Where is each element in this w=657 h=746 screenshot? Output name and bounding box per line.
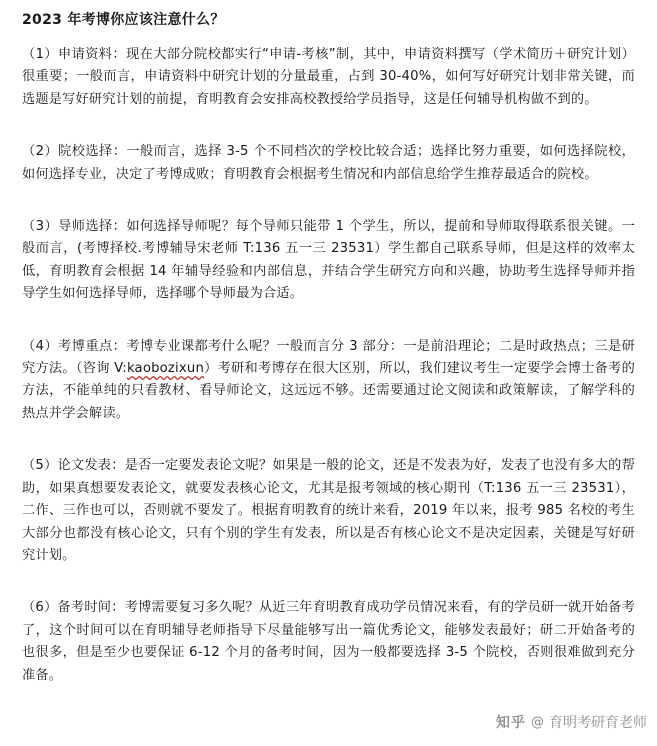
paragraph-text: （5）论文发表：是否一定要发表论文呢？如果是一般的论文，还是不发表为好，发表了也没有多大的帮助，如果真想要发表论文，就要发表核心论文，尤其是报考领域的核心期刊（T:136 五一三 23531），二作、三作也可以，否则就不要发了。根据育明教育的统计来看，2019 年以来，报考 985 名校的考生大部分也都没有核心论文，只有个别的学生有发表，所以是否有核心论文不是决定因素，关键是写好研究计划。 <box>22 458 635 563</box>
paragraph-p3 <box>22 216 635 306</box>
zhihu-watermark <box>496 712 647 732</box>
watermark-at-sign: @ <box>531 714 544 730</box>
paragraph-text: ）考研和考博存在很大区别，所以，我们建议考生一定要学会博士备考的方法，不能单纯的只看教材、看导师论文，这远远不够。还需要通过论文阅读和政策解读，了解学科的热点并学会解读。 <box>22 361 635 421</box>
paragraph-p6 <box>22 597 635 687</box>
document-title: 2023 年考博你应该注意什么？ <box>22 12 225 28</box>
watermark-author: 育明考研育老师 <box>549 715 647 731</box>
paragraph-text: （6）备考时间：考博需要复习多久呢？从近三年育明教育成功学员情况来看，有的学员研一就开始备考了，这个时间可以在育明辅导老师指导下尽量能够写出一篇优秀论文，能够发表最好；研二开始备考的也很多，但是至少也要保证 6-12 个月的备考时间，因为一般都要选择 3-5 个院校，否则很难做到充分准备。 <box>22 600 635 683</box>
paragraph-p1 <box>22 44 635 111</box>
paragraph-text: （4）考博重点：考博专业课都考什么呢？一般而言分 3 部分：一是前沿理论；二是时政热点；三是研究方法。（咨询 V: <box>22 338 635 377</box>
paragraph-p5 <box>22 455 635 567</box>
paragraph-text: （3）导师选择：如何选择导师呢？每个导师只能带 1 个学生，所以，提前和导师取得联系很关键。一般而言，(考博择校.考博辅导宋老师 T:136 五一三 23531）学生都自己联系导师，但是这样的效率太低，育明教育会根据 14 年辅导经验和内部信息，并结合学生研究方向和兴趣，协助考生选择导师并指导学生如何选择导师，选择哪个导师最为合适。 <box>22 219 635 302</box>
wechat-id-text: kaobozixun <box>126 361 205 377</box>
paragraph-p2 <box>22 141 635 186</box>
paragraph-p4 <box>22 336 635 426</box>
paragraph-text: （1）申请资料：现在大部分院校都实行“申请-考核”制，其中，申请资料撰写（学术简历＋研究计划）很重要；一般而言，申请资料中研究计划的分量最重，占到 30-40%，如何写好研究计划非常关键，而选题是写好研究计划的前提，育明教育会安排高校教授给学员指导，这是任何辅导机构做不到的。 <box>22 47 635 107</box>
zhihu-logo: 知乎 <box>496 715 526 731</box>
document-body <box>22 44 635 687</box>
paragraph-text: （2）院校选择：一般而言，选择 3-5 个不同档次的学校比较合适；选择比努力重要，如何选择院校，如何选择专业，决定了考博成败；育明教育会根据考生情况和内部信息给学生推荐最适合的院校。 <box>22 144 635 182</box>
